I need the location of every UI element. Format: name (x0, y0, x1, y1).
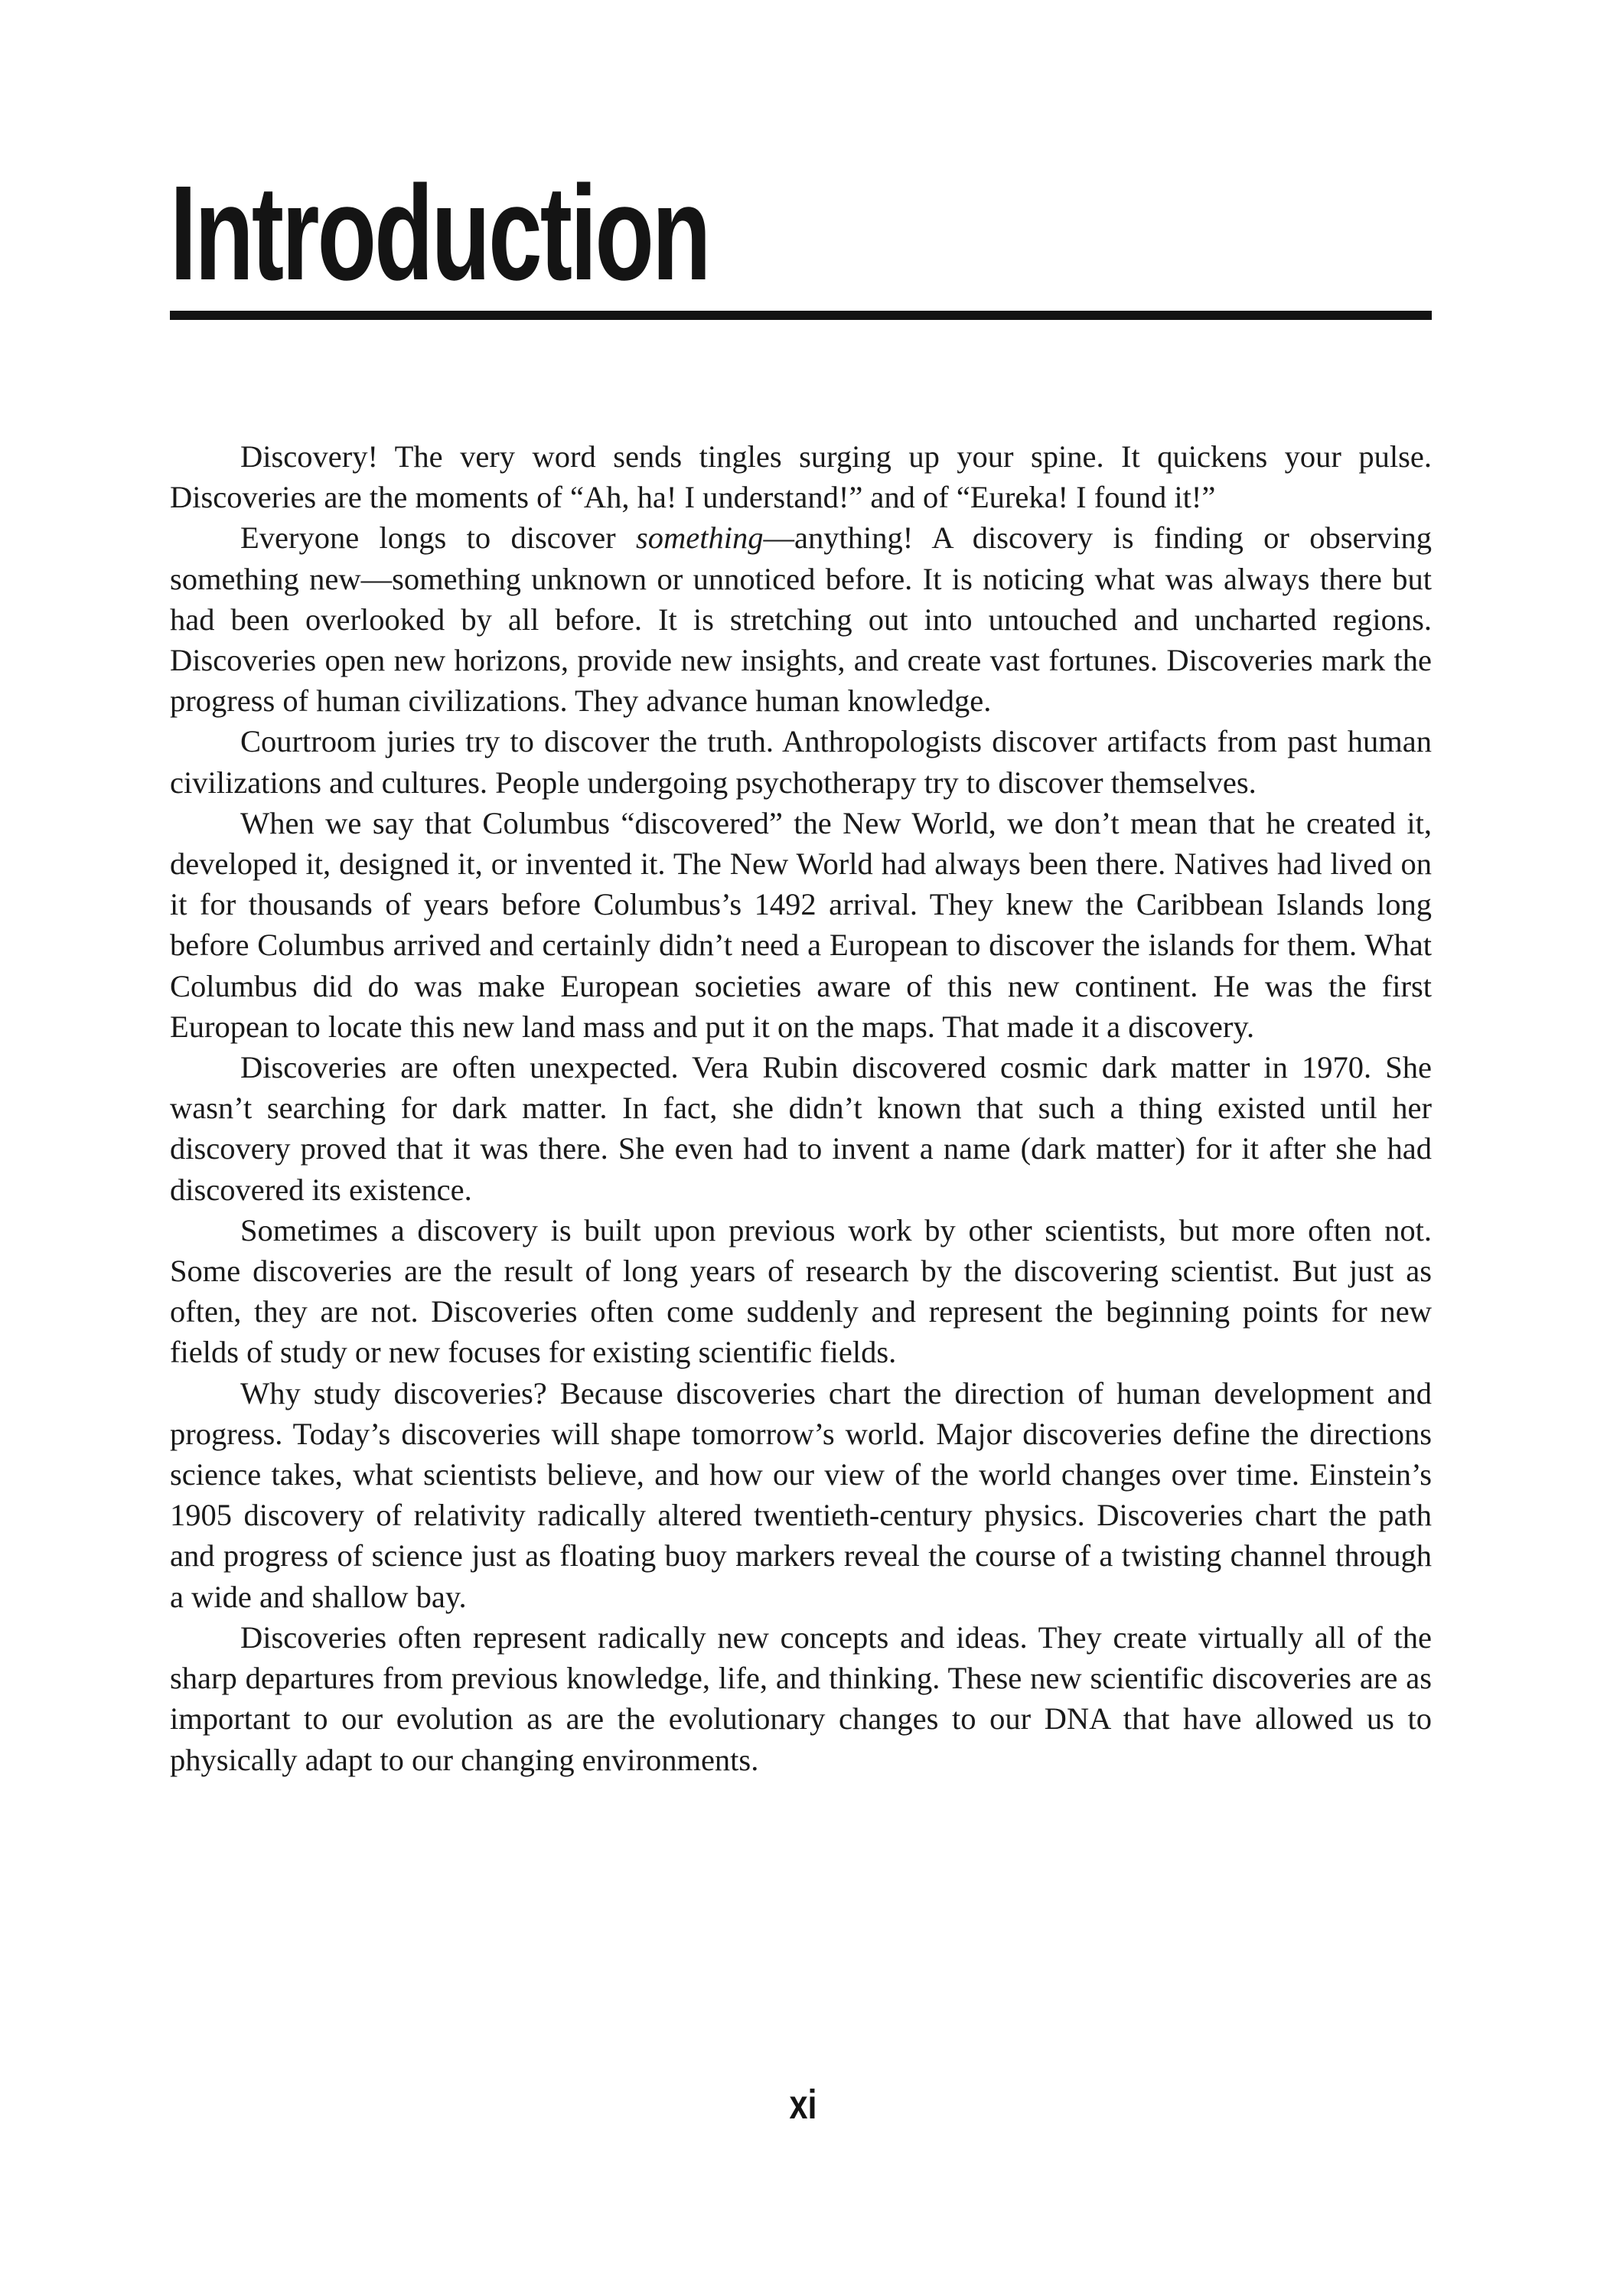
paragraph-1: Discovery! The very word sends tingles surging up your spine. It quickens your pulse. Discoveries are the moments of “Ah, ha! I understand!” and of “Eureka! I found it!” (170, 439, 1432, 515)
paragraph-2-rest: —anything! A discovery is finding or observing something new—something unknown or unnoticed before. It is noticing what was always there but had been overlooked by all before. It is stretching out into untouched and uncharted regions. Discoveries open new horizons, provide new insights, and create vast fortunes. Discoveries mark the progress of human civilizations. They advance human knowledge. (170, 520, 1432, 719)
paragraph-5: Discoveries are often unexpected. Vera Rubin discovered cosmic dark matter in 1970. She wasn’t searching for dark matter. In fact, she didn’t known that such a thing existed until her discovery proved that it was there. She even had to invent a name (dark matter) for it after she had discovered its existence. (170, 1050, 1432, 1207)
chapter-title: Introduction (170, 158, 709, 308)
paragraph-8: Discoveries often represent radically new concepts and ideas. They create virtually all of the sharp departures from previous knowledge, life, and thinking. These new scientific discoveries are as important to our evolution as are the evolutionary changes to our DNA that have allowed us to physically adapt to our changing environments. (170, 1619, 1432, 1777)
page-number (0, 2082, 1607, 2128)
paragraph-2 (170, 517, 1432, 721)
page-number-text: xi (789, 2082, 818, 2128)
body-text (170, 436, 1432, 1780)
paragraph-2-lead: Everyone longs to discover (240, 520, 637, 556)
title-rule (170, 311, 1432, 320)
emphasized-word: something (636, 520, 764, 556)
paragraph-7: Why study discoveries? Because discoveries chart the direction of human development and progress. Today’s discoveries will shape tomorrow’s world. Major discoveries define the directions science takes, what scientists believe, and how our view of the world changes over time. Einstein’s 1905 discovery of relativity radically altered twentieth-century physics. Discoveries chart the path and progress of science just as floating buoy markers reveal the course of a twisting channel through a wide and shallow bay. (170, 1375, 1432, 1614)
paragraph-6: Sometimes a discovery is built upon previous work by other scientists, but more often not. Some discoveries are the result of long years of research by the discovering scientist. But just as often, they are not. Discoveries often come suddenly and represent the beginning points for new fields of study or new focuses for existing scientific fields. (170, 1212, 1432, 1370)
paragraph-3: Courtroom juries try to discover the truth. Anthropologists discover artifacts from past human civilizations and cultures. People undergoing psychotherapy try to discover themselves. (170, 724, 1432, 800)
paragraph-4: When we say that Columbus “discovered” the New World, we don’t mean that he created it, developed it, designed it, or invented it. The New World had always been there. Natives had lived on it for thousands of years before Columbus’s 1492 arrival. They knew the Caribbean Islands long before Columbus arrived and certainly didn’t need a European to discover the islands for them. What Columbus did do was make European societies aware of this new continent. He was the first European to locate this new land mass and put it on the maps. That made it a discovery. (170, 805, 1432, 1044)
